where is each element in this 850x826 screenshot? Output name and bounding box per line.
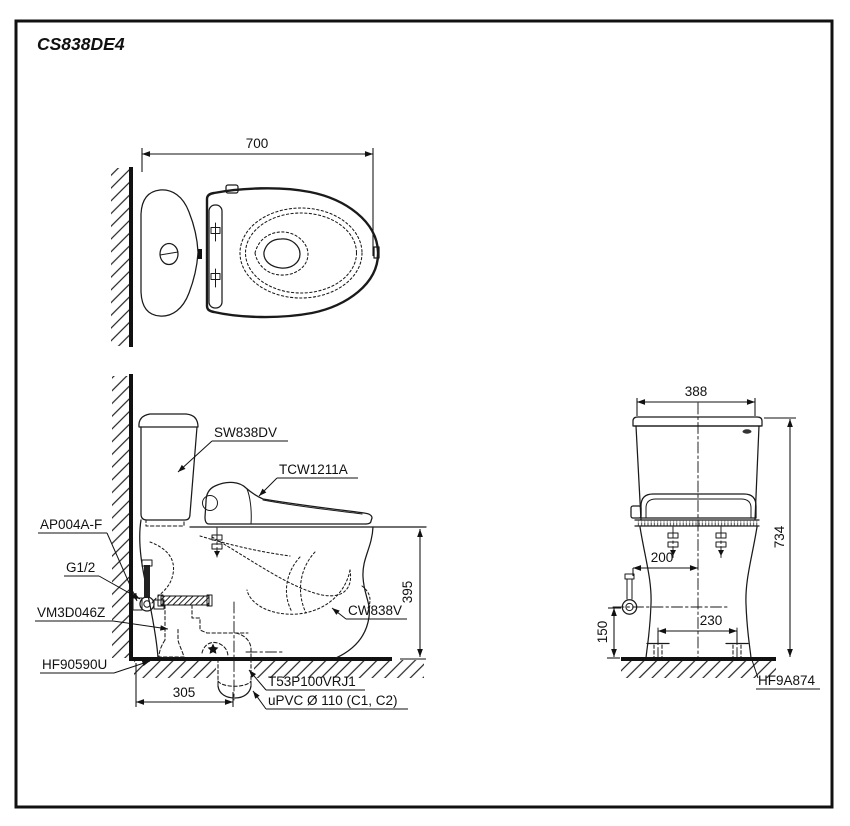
svg-text:CW838V: CW838V [348,603,403,618]
supply-valve-front [613,574,727,614]
trap-star-mark [208,644,219,654]
dim-rim-height-value: 395 [400,580,415,604]
dim-drain-setout-value: 305 [172,685,196,700]
dim-tank-width [637,384,755,416]
side-view [35,374,426,709]
tank-latch-mark [198,249,202,259]
svg-text:HF9A874: HF9A874 [758,673,816,688]
dim-overall-depth [142,136,373,256]
sheet-border [16,21,832,807]
cistern-front [633,417,762,520]
dim-overall-depth-value: 700 [245,136,269,151]
svg-text:HF90590U: HF90590U [42,657,108,672]
pedestal-right-outline [746,527,757,658]
svg-text:VM3D046Z: VM3D046Z [37,605,106,620]
dim-tank-width-value: 388 [684,384,708,399]
base-bolt-right [726,628,748,661]
svg-text:SW838DV: SW838DV [214,425,278,440]
svg-text:AP004A-F: AP004A-F [40,517,103,532]
bowl-front-outline [336,527,373,658]
seat-opening-outer-dotted [240,208,362,298]
seat-opening-inner-dotted [246,213,357,293]
dim-bolt-spacing-value: 230 [699,613,723,628]
dim-rim-height [400,529,426,659]
svg-text:TCW1211A: TCW1211A [279,462,348,477]
dim-supply-height [595,608,621,658]
front-view [595,384,820,689]
svg-text:T53P100VRJ1: T53P100VRJ1 [268,674,356,689]
svg-text:uPVC Ø 110 (C1, C2): uPVC Ø 110 (C1, C2) [268,693,398,708]
seat-bolt-front-right [716,527,726,558]
dim-overall-height-value: 734 [772,525,787,549]
wall-hatch-top-view [111,168,130,346]
dim-supply-offset-value: 200 [650,550,674,565]
washlet-side [203,482,373,524]
washlet-front [631,494,756,518]
model-code-title: CS838DE4 [37,34,125,54]
label-bowl-unit [332,603,407,619]
pedestal-left-outline [640,527,651,658]
dim-supply-offset [633,550,698,576]
dim-supply-height-value: 150 [595,620,610,644]
drain-pipe-side [218,659,251,698]
cistern-side [139,414,198,526]
supply-valve-side [133,560,164,611]
brand-logo-mark [743,429,752,433]
dim-overall-height [764,418,796,657]
dim-bolt-spacing [658,613,737,643]
svg-text:G1/2: G1/2 [66,560,96,575]
water-spot-outline [264,239,300,268]
top-view [111,136,379,347]
rim-band-front [635,520,759,526]
seat-hinge-plate [209,205,222,308]
label-washlet-unit [259,462,358,496]
label-drain-pipe-spec [253,691,408,709]
wall-hatch-side-view [112,376,131,658]
label-drain-adapter [35,605,168,629]
base-bolt-left [647,628,669,661]
